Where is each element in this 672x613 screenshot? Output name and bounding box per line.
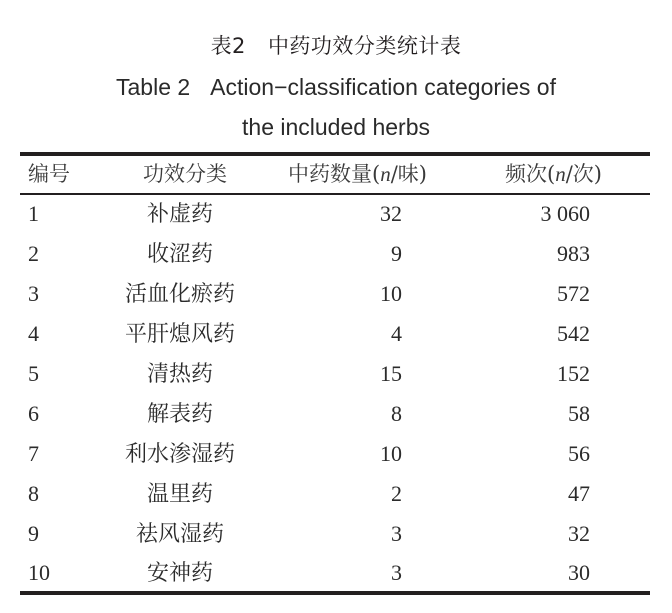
cell-category: 利水渗湿药 xyxy=(124,441,235,466)
cell-no: 10 xyxy=(28,560,50,585)
cell-no: 4 xyxy=(28,321,39,346)
table-row xyxy=(20,553,650,593)
cell-frequency: 58 xyxy=(568,401,590,426)
cell-frequency: 30 xyxy=(568,560,590,585)
cell-no: 9 xyxy=(28,521,39,546)
cell-frequency: 56 xyxy=(568,441,590,466)
header-freq-suffix: /次) xyxy=(565,162,602,186)
cell-count: 2 xyxy=(391,481,402,506)
cell-category: 祛风湿药 xyxy=(135,521,224,546)
header-frequency xyxy=(505,154,602,194)
cell-frequency: 542 xyxy=(557,321,590,346)
cell-count: 32 xyxy=(380,201,402,226)
cell-category: 补虚药 xyxy=(146,201,213,226)
table-caption-chinese xyxy=(0,30,672,62)
cell-no: 3 xyxy=(28,281,39,306)
cell-category: 收涩药 xyxy=(146,241,213,266)
cell-frequency: 152 xyxy=(557,361,590,386)
header-category: 功效分类 xyxy=(143,162,227,186)
table-row xyxy=(20,194,650,234)
caption-en-title-line1: Action−classification categories of xyxy=(210,74,556,100)
cell-frequency: 983 xyxy=(557,241,590,266)
cell-no: 2 xyxy=(28,241,39,266)
cell-no: 1 xyxy=(28,201,39,226)
caption-en-label: Table 2 xyxy=(116,74,191,100)
table-row xyxy=(20,394,650,434)
cell-count: 10 xyxy=(380,281,402,306)
cell-no: 5 xyxy=(28,361,39,386)
cell-category: 清热药 xyxy=(146,361,213,386)
cell-frequency: 47 xyxy=(568,481,590,506)
table-caption-english-line2 xyxy=(0,110,672,144)
table-row xyxy=(20,354,650,394)
cell-category: 解表药 xyxy=(146,401,213,426)
header-count-prefix: 中药数量( xyxy=(288,162,381,186)
cell-category: 安神药 xyxy=(146,560,213,585)
cell-count: 15 xyxy=(380,361,402,386)
table-row xyxy=(20,514,650,554)
cell-category: 平肝熄风药 xyxy=(124,321,235,346)
header-no: 编号 xyxy=(28,162,70,186)
cell-frequency: 32 xyxy=(568,521,590,546)
cell-frequency: 572 xyxy=(557,281,590,306)
cell-count: 8 xyxy=(391,401,402,426)
cell-no: 8 xyxy=(28,481,39,506)
cell-count: 9 xyxy=(391,241,402,266)
table-row xyxy=(20,274,650,314)
caption-cn-label: 表2 xyxy=(210,34,246,58)
cell-count: 10 xyxy=(380,441,402,466)
cell-no: 7 xyxy=(28,441,39,466)
table-row xyxy=(20,474,650,514)
table-row xyxy=(20,314,650,354)
cell-frequency: 3 060 xyxy=(540,201,590,226)
cell-count: 3 xyxy=(391,560,402,585)
cell-count: 3 xyxy=(391,521,402,546)
header-count-var: n xyxy=(380,162,391,186)
header-freq-prefix: 频次( xyxy=(505,162,556,186)
table-row xyxy=(20,434,650,474)
header-count xyxy=(288,154,427,194)
header-count-suffix: /味) xyxy=(390,162,427,186)
cell-no: 6 xyxy=(28,401,39,426)
cell-category: 活血化瘀药 xyxy=(124,281,235,306)
caption-en-title-line2: the included herbs xyxy=(242,114,430,140)
table-bottom-rule xyxy=(20,591,650,595)
table-row xyxy=(20,234,650,274)
cell-category: 温里药 xyxy=(146,481,213,506)
table-header-row xyxy=(20,154,650,194)
caption-cn-title: 中药功效分类统计表 xyxy=(267,34,462,58)
table-caption-english-line1 xyxy=(0,70,672,104)
header-freq-var: n xyxy=(555,162,566,186)
cell-count: 4 xyxy=(391,321,402,346)
